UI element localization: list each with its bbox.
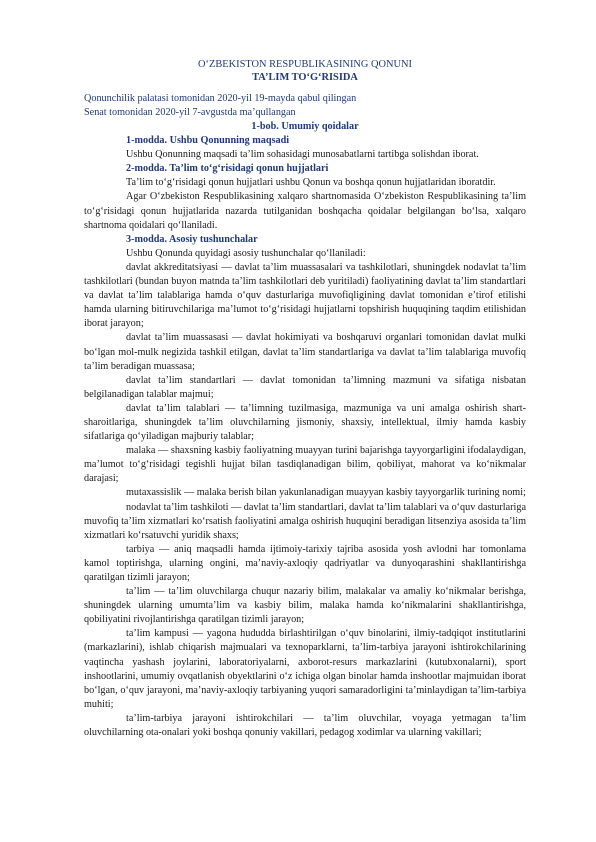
definition-nonstate-organization: nodavlat ta’lim tashkiloti — davlat ta’lim standartlari, davlat ta’lim talablari va o‘quv dasturlariga muvofiq ta’lim xizmatlari ko‘rsatish faoliyatini amalga oshirish huquqini beradigan litsenziya asosida ta’lim xizmatlari ko‘rsatuvchi yuridik shaxs; (84, 501, 526, 541)
article-1-title: 1-modda. Ushbu Qonunning maqsadi (126, 135, 290, 147)
article-2-paragraph: Ta’lim to‘g‘risidagi qonun hujjatlari ushbu Qonun va boshqa qonun hujjatlaridan iboratdir. (126, 177, 496, 189)
definition-participants: ta’lim-tarbiya jarayoni ishtirokchilari — ta’lim oluvchilar, voyaga yetmagan ta’lim oluvchilarning ota-onalari yoki boshqa qonuniy vakillari, pedagog xodimlar va ularning vakillari; (84, 712, 526, 739)
chapter-title: 1-bob. Umumiy qoidalar (251, 121, 359, 132)
adoption-date: Qonunchilik palatasi tomonidan 2020-yil 19-mayda qabul qilingan (84, 93, 357, 104)
article-2-title: 2-modda. Ta’lim to‘g‘risidagi qonun hujjatlari (126, 163, 329, 175)
definition-state-institution: davlat ta’lim muassasasi — davlat hokimiyati va boshqaruvi organlari tomonidan davlat mulki bo‘lgan mol-mulk negizida tashkil etilgan, davlat ta’lim standartlariga va davlat ta’lim talablariga muvofiq ta’lim beradigan muassasa; (84, 332, 526, 372)
definition-state-requirements: davlat ta’lim talablari — ta’limning tuzilmasiga, mazmuniga va uni amalga oshirish shart-sharoitlariga, shuningdek ta’lim oluvchilarning jismoniy, shaxsiy, intellektual, ilmiy hamda kasbiy sifatlariga qo‘yiladigan majburiy talablar; (84, 402, 526, 443)
definition-accreditation: davlat akkreditatsiyasi — davlat ta’lim muassasalari va tashkilotlari, shuningdek nodavlat ta’lim tashkilotlari (bundan buyon matnda ta’lim tashkilotlari deb yuritiladi) faoliyatining davlat ta’lim standartlari va davlat ta’lim talablariga hamda o‘quv dasturlariga muvofiqligining davlat tomonidan e’tirof etilishi hamda ularning bitiruvchilariga ma’lumot to‘g‘risidagi hujjatlarni topshirish huquqining taqdim etilishidan iborat jarayon; (84, 261, 526, 330)
article-1-paragraph: Ushbu Qonunning maqsadi ta’lim sohasidagi munosabatlarni tartibga solishdan iborat. (126, 149, 479, 161)
definition-education: ta’lim — ta’lim oluvchilarga chuqur nazariy bilim, malakalar va amaliy ko‘nikmalar berishga, shuningdek ularning umumta’lim va kasbiy bilim, malaka hamda ko‘nikmalarini shakllantirishga, qobiliyatini rivojlantirishga qaratilgan tizimli jarayon; (84, 586, 526, 626)
article-2-paragraph: Agar O‘zbekiston Respublikasining xalqaro shartnomasida O‘zbekiston Respublikasining ta’lim to‘g‘risidagi qonun hujjatlarida nazarda tutilganidan boshqacha qoidalar belgilangan bo‘lsa, xalqaro shartnoma qoidalari qo‘llaniladi. (84, 191, 526, 231)
document-title-line2: TA’LIM TO‘G‘RISIDA (252, 72, 358, 83)
definition-specialty: mutaxassislik — malaka berish bilan yakunlanadigan muayyan kasbiy tayyorgarlik turining nomi; (126, 487, 526, 499)
definition-upbringing: tarbiya — aniq maqsadli hamda ijtimoiy-tarixiy tajriba asosida yosh avlodni har tomonlama kamol toptirishga, ularning ongini, ma’naviy-axloqiy qadriyatlar va dunyoqarashini shakllantirishga qaratilgan tizimli jarayon; (84, 543, 526, 583)
approval-date: Senat tomonidan 2020-yil 7-avgustda ma’qullangan (84, 106, 296, 118)
definition-qualification: malaka — shaxsning kasbiy faoliyatning muayyan turini bajarishga tayyorgarligini ifodalaydigan, ma’lumot to‘g‘risidagi tegishli hujjat bilan tasdiqlanadigan bilim, qobiliyat, mahorat va ko‘nikmalar darajasi; (84, 445, 526, 485)
article-3-title: 3-modda. Asosiy tushunchalar (126, 233, 258, 245)
definition-state-standards: davlat ta’lim standartlari — davlat tomonidan ta’limning mazmuni va sifatiga nisbatan belgilanadigan talablar majmui; (84, 374, 526, 400)
definition-campus: ta’lim kampusi — yagona hududda birlashtirilgan o‘quv binolarini, ilmiy-tadqiqot institutlarini (markazlarini), ishlab chiqarish majmualari va texnoparklarni, ta’lim-tarbiya jarayoni ishtirokchilarining vaqtincha yashash joylarini, laboratoriyalarni, axborot-resurs markazlarini (kutubxonalarni), sport inshootlarini, umumiy ovqatlanish obyektlarini o‘z ichiga olgan binolar hamda inshootlar majmuidan iborat bo‘lgan, o‘quv jarayoni, ma’naviy-axloqiy tarbiyaning yuqori samaradorligini ta’minlaydigan ta’lim-tarbiya muhiti; (84, 628, 526, 710)
article-3-intro: Ushbu Qonunda quyidagi asosiy tushunchalar qo‘llaniladi: (126, 247, 366, 259)
document-title-line1: O‘ZBEKISTON RESPUBLIKASINING QONUNI (198, 59, 412, 70)
adoption-info (84, 92, 526, 119)
